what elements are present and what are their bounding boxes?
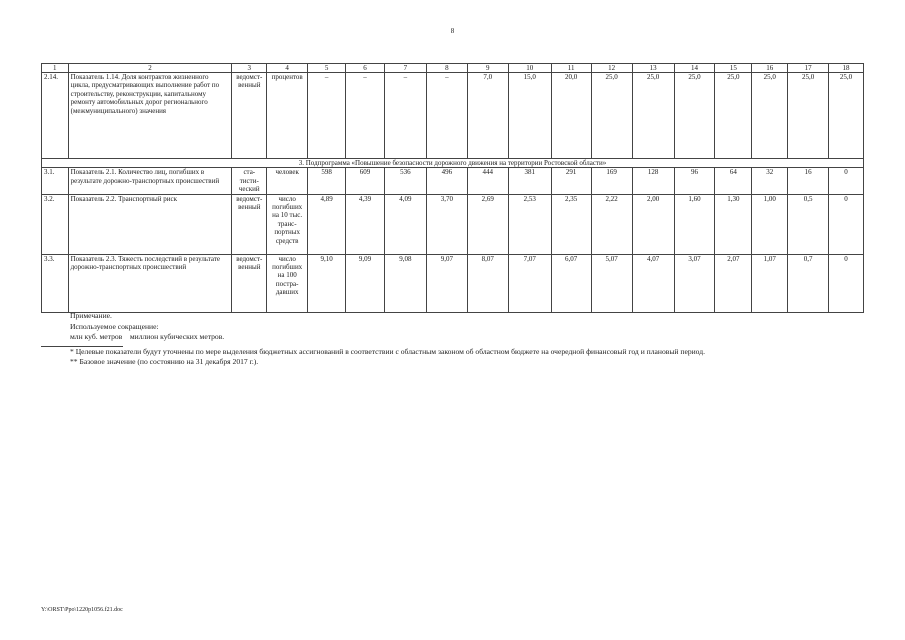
indicator-type: ведомст-венный: [232, 254, 267, 312]
value-cell: 9,10: [308, 254, 346, 312]
footnote-2: ** Базовое значение (по состоянию на 31 декабря 2017 г.).: [70, 357, 259, 366]
value-cell: 0: [829, 168, 864, 194]
value-cell: 4,09: [384, 194, 426, 254]
value-cell: 4,89: [308, 194, 346, 254]
value-cell: 9,08: [384, 254, 426, 312]
subprogram-heading: 3. Подпрограмма «Повышение безопасности дорожного движения на территории Ростовской области»: [42, 159, 864, 168]
value-cell: –: [384, 73, 426, 159]
header-cell: 4: [267, 64, 308, 73]
value-cell: 169: [591, 168, 632, 194]
value-cell: 25,0: [632, 73, 674, 159]
value-cell: 2,07: [715, 254, 752, 312]
value-cell: 1,30: [715, 194, 752, 254]
indicator-type: ведомст-венный: [232, 194, 267, 254]
value-cell: 15,0: [508, 73, 551, 159]
indicator-name: Показатель 2.3. Тяжесть последствий в результате дорожно-транспортных происшествий: [68, 254, 232, 312]
value-cell: 1,00: [752, 194, 788, 254]
value-cell: 536: [384, 168, 426, 194]
value-cell: 25,0: [674, 73, 715, 159]
header-cell: 1: [42, 64, 69, 73]
notes-block: [41, 311, 864, 368]
header-row: [42, 64, 864, 73]
value-cell: 4,39: [346, 194, 385, 254]
header-cell: 15: [715, 64, 752, 73]
value-cell: 0,5: [788, 194, 829, 254]
header-cell: 3: [232, 64, 267, 73]
row-number: 2.14.: [42, 73, 69, 159]
abbreviation-heading: Используемое сокращение:: [70, 321, 159, 331]
indicator-type: ста-тисти-ческий: [232, 168, 267, 194]
page-number: 8: [450, 27, 455, 35]
value-cell: 128: [632, 168, 674, 194]
header-cell: 10: [508, 64, 551, 73]
value-cell: 96: [674, 168, 715, 194]
indicator-type: ведомст-венный: [232, 73, 267, 159]
value-cell: 0: [829, 254, 864, 312]
value-cell: 64: [715, 168, 752, 194]
header-cell: 7: [384, 64, 426, 73]
value-cell: 25,0: [788, 73, 829, 159]
header-cell: 13: [632, 64, 674, 73]
row-number: 3.1.: [42, 168, 69, 194]
abbreviation-text: млн куб. метров миллион кубических метров.: [70, 332, 225, 341]
table-row: [42, 194, 864, 254]
value-cell: 1,60: [674, 194, 715, 254]
row-number: 3.3.: [42, 254, 69, 312]
table-row: [42, 254, 864, 312]
footnote-1: * Целевые показатели будут уточнены по мере выделения бюджетных ассигнований в соответствии с областным законом об областном бюджете на очередной финансовый год и плановый период.: [70, 346, 706, 356]
value-cell: 291: [551, 168, 591, 194]
value-cell: 2,00: [632, 194, 674, 254]
value-cell: 2,53: [508, 194, 551, 254]
file-path-footer: Y:\ORST\Ppo\1220p1056.f21.doc: [41, 607, 123, 613]
unit-of-measure: число погибших на 100 постра-давших: [267, 254, 308, 312]
value-cell: 598: [308, 168, 346, 194]
value-cell: 4,07: [632, 254, 674, 312]
value-cell: –: [346, 73, 385, 159]
value-cell: 7,0: [467, 73, 508, 159]
value-cell: 25,0: [715, 73, 752, 159]
header-cell: 14: [674, 64, 715, 73]
value-cell: –: [426, 73, 467, 159]
unit-of-measure: человек: [267, 168, 308, 194]
value-cell: 496: [426, 168, 467, 194]
header-cell: 12: [591, 64, 632, 73]
indicator-name: Показатель 2.1. Количество лиц, погибших в результате дорожно-транспортных происшествий: [68, 168, 232, 194]
header-cell: 16: [752, 64, 788, 73]
unit-of-measure: число погибших на 10 тыс. транс-портных средств: [267, 194, 308, 254]
indicators-table: [41, 63, 864, 313]
notes-title: Примечание.: [70, 311, 112, 320]
value-cell: 381: [508, 168, 551, 194]
value-cell: 9,07: [426, 254, 467, 312]
unit-of-measure: процентов: [267, 73, 308, 159]
value-cell: 0: [829, 194, 864, 254]
value-cell: 0,7: [788, 254, 829, 312]
value-cell: 444: [467, 168, 508, 194]
value-cell: 7,07: [508, 254, 551, 312]
row-number: 3.2.: [42, 194, 69, 254]
value-cell: 3,07: [674, 254, 715, 312]
value-cell: 2,22: [591, 194, 632, 254]
value-cell: 6,07: [551, 254, 591, 312]
indicator-name: Показатель 1.14. Доля контрактов жизненного цикла, предусматривающих выполнение работ по строительству, реконструкции, капитальному ремонту автомобильных дорог регионального (межмуниципального) значения: [68, 73, 232, 159]
value-cell: 25,0: [829, 73, 864, 159]
header-cell: 5: [308, 64, 346, 73]
header-cell: 11: [551, 64, 591, 73]
header-cell: 18: [829, 64, 864, 73]
value-cell: 20,0: [551, 73, 591, 159]
value-cell: 8,07: [467, 254, 508, 312]
header-cell: 9: [467, 64, 508, 73]
header-cell: 8: [426, 64, 467, 73]
value-cell: 25,0: [752, 73, 788, 159]
table-row: [42, 159, 864, 168]
table-row: [42, 73, 864, 159]
value-cell: 9,09: [346, 254, 385, 312]
table-row: [42, 168, 864, 194]
value-cell: 2,35: [551, 194, 591, 254]
value-cell: 3,70: [426, 194, 467, 254]
header-cell: 17: [788, 64, 829, 73]
value-cell: 609: [346, 168, 385, 194]
indicator-name: Показатель 2.2. Транспортный риск: [68, 194, 232, 254]
value-cell: 5,07: [591, 254, 632, 312]
value-cell: 32: [752, 168, 788, 194]
value-cell: 25,0: [591, 73, 632, 159]
value-cell: –: [308, 73, 346, 159]
value-cell: 16: [788, 168, 829, 194]
value-cell: 1,07: [752, 254, 788, 312]
header-cell: 2: [68, 64, 232, 73]
header-cell: 6: [346, 64, 385, 73]
value-cell: 2,69: [467, 194, 508, 254]
